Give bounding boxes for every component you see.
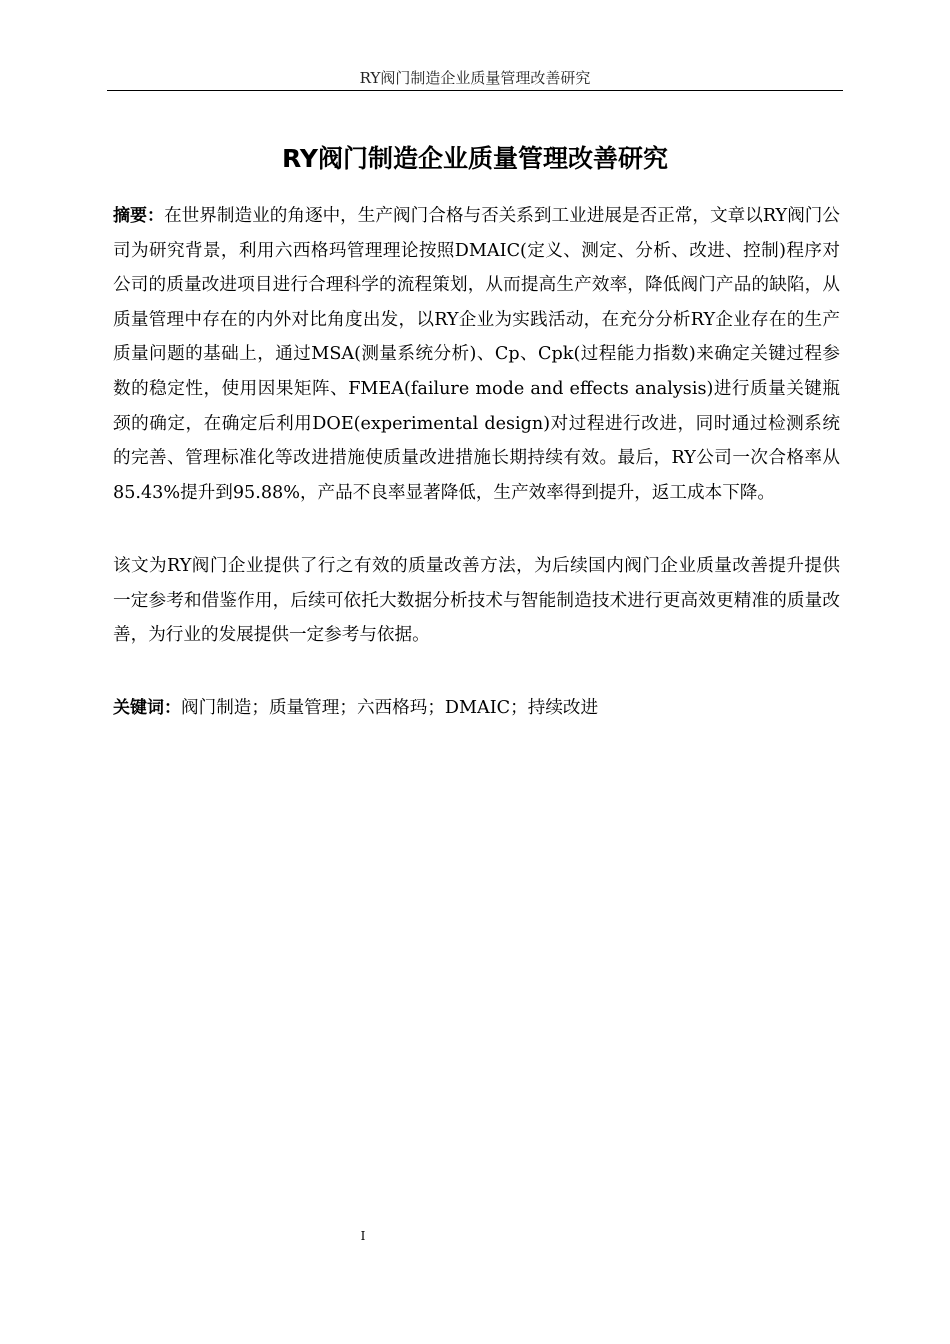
keywords-line xyxy=(113,691,840,726)
paper-title: RY阀门制造企业质量管理改善研究 xyxy=(282,144,668,173)
abstract-paragraph xyxy=(113,199,840,510)
running-header: RY阀门制造企业质量管理改善研究 xyxy=(359,69,591,87)
keywords-label: 关键词： xyxy=(113,698,181,718)
header-rule xyxy=(107,90,843,91)
page-number: I xyxy=(360,1229,366,1243)
conclusion-paragraph: 该文为RY阀门企业提供了行之有效的质量改善方法，为后续国内阀门企业质量改善提升提供一定参考和借鉴作用，后续可依托大数据分析技术与智能制造技术进行更高效更精准的质量改善，为行业的发展提供一定参考与依据。 xyxy=(113,556,840,646)
keywords-text: 阀门制造；质量管理；六西格玛；DMAIC；持续改进 xyxy=(181,698,599,718)
abstract-label: 摘要： xyxy=(113,206,165,226)
abstract-text: 在世界制造业的角逐中，生产阀门合格与否关系到工业进展是否正常，文章以RY阀门公司为研究背景，利用六西格玛管理理论按照DMAIC(定义、测定、分析、改进、控制)程序对公司的质量改进项目进行合理科学的流程策划，从而提高生产效率，降低阀门产品的缺陷，从质量管理中存在的内外对比角度出发，以RY企业为实践活动，在充分分析RY企业存在的生产质量问题的基础上，通过MSA(测量系统分析)、Cp、Cpk(过程能力指数)来确定关键过程参数的稳定性，使用因果矩阵、FMEA(failure mode and effects analysis)进行质量关键瓶颈的确定，在确定后利用DOE(experimental design)对过程进行改进，同时通过检测系统的完善、管理标准化等改进措施使质量改进措施长期持续有效。最后，RY公司一次合格率从85.43%提升到95.88%，产品不良率显著降低，生产效率得到提升，返工成本下降。 xyxy=(113,206,841,503)
